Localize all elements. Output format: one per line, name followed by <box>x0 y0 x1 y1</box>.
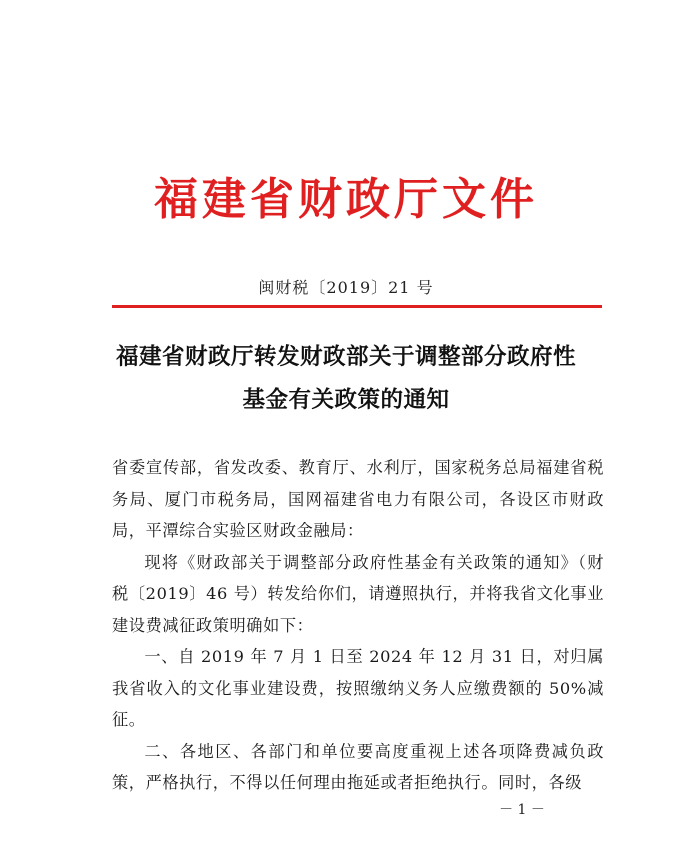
notice-title-line-2: 基金有关政策的通知 <box>242 387 450 413</box>
addressees-paragraph: 省委宣传部，省发改委、教育厅、水利厅，国家税务总局福建省税务局、厦门市税务局，国网福建省电力有限公司，各设区市财政局，平潭综合实验区财政金融局： <box>112 458 604 540</box>
page-number-footer <box>0 800 692 820</box>
red-divider-line <box>112 305 602 308</box>
notice-title-line-1: 福建省财政厅转发财政部关于调整部分政府性 <box>115 344 576 370</box>
body-paragraph-2: 一、自 2019 年 7 月 1 日至 2024 年 12 月 31 日，对归属我省收入的文化事业建设费，按照缴纳义务人应缴费额的 50%减征。 <box>112 647 604 729</box>
document-header-title: 福建省财政厅文件 <box>154 174 538 225</box>
body-paragraph-1: 现将《财政部关于调整部分政府性基金有关政策的通知》（财税〔2019〕46 号）转发给你们，请遵照执行，并将我省文化事业建设费减征政策明确如下： <box>112 552 604 635</box>
document-number: 闽财税〔2019〕21 号 <box>258 278 434 297</box>
body-paragraph-3: 二、各地区、各部门和单位要高度重视上述各项降费减负政策，严格执行，不得以任何理由拖延或者拒绝执行。同时，各级 <box>112 741 604 792</box>
page-number: － 1 － <box>499 802 545 818</box>
document-body <box>112 452 604 799</box>
notice-title <box>60 336 632 422</box>
